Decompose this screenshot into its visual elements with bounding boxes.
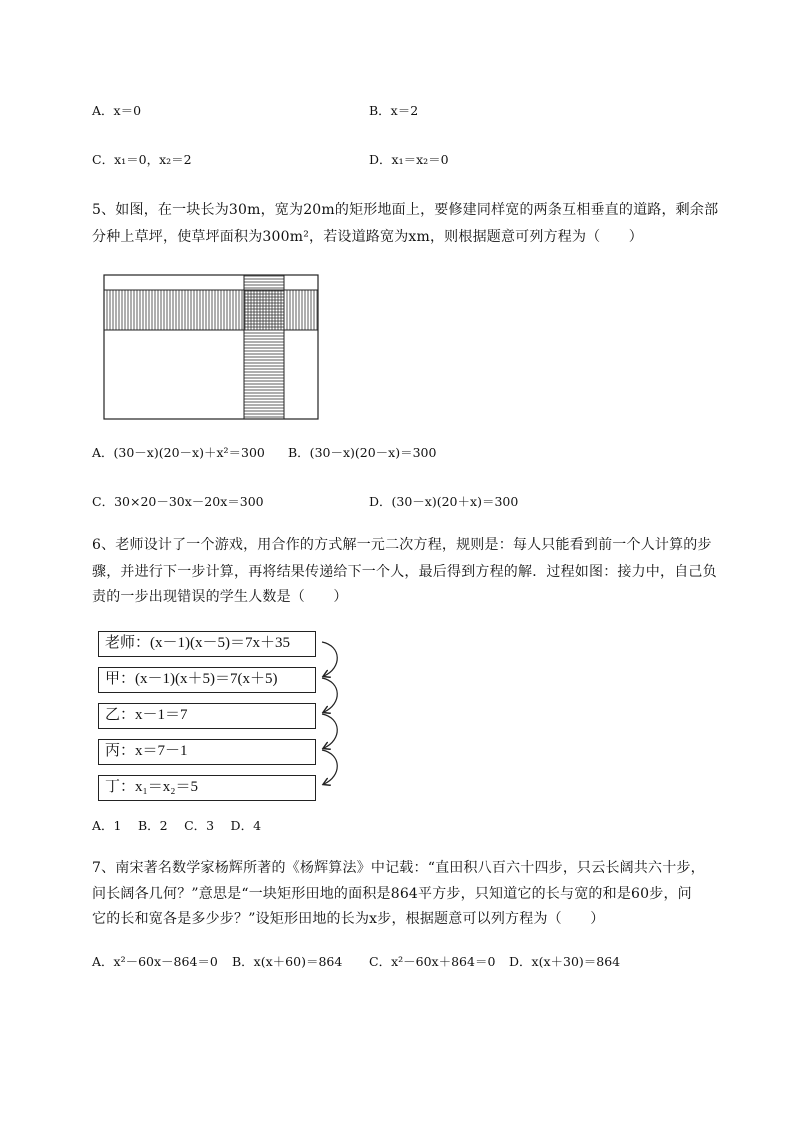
step-teacher: 老师：(x－1)(x－5)＝7x＋35 [98, 631, 316, 657]
vertical-road [244, 275, 284, 419]
step-yi: 乙：x－1＝7 [98, 703, 316, 729]
q6-stem-line-1: 6、老师设计了一个游戏，用合作的方式解一元二次方程，规则是：每人只能看到前一个人计算的步 [92, 537, 712, 553]
relay-arrows [318, 636, 358, 786]
q6-stem-line-3: 责的一步出现错误的学生人数是（ ） [92, 589, 348, 605]
q4-option-b: B．x＝2 [369, 103, 419, 118]
q4-option-a: A．x＝0 [92, 103, 142, 118]
q5-stem-line-1: 5、如图，在一块长为30m，宽为20m的矩形地面上，要修建同样宽的两条互相垂直的道路，剩余部 [92, 202, 719, 218]
q7-stem-line-3: 它的长和宽各是多少步？”设矩形田地的长为x步，根据题意可以列方程为（ ） [92, 911, 605, 927]
arrow-icon [322, 714, 337, 748]
q5-option-a: A．(30－x)(20－x)＋x²＝300 [92, 445, 265, 460]
q5-option-c: C．30×20－30x－20x＝300 [92, 494, 264, 509]
horizontal-road [104, 290, 318, 330]
q6-stem-line-2: 骤，并进行下一步计算，再将结果传递给下一个人，最后得到方程的解．过程如图：接力中，自己负 [92, 564, 717, 580]
q6-options: A．1 B．2 C．3 D．4 [92, 818, 262, 833]
q7-option-d: D．x(x＋30)＝864 [509, 954, 621, 969]
arrow-icon [322, 642, 337, 676]
arrow-icon [322, 678, 337, 712]
q5-stem-line-2: 分种上草坪，使草坪面积为300m²，若设道路宽为xm，则根据题意可列方程为（ ） [92, 229, 643, 245]
q4-option-c: C．x₁＝0，x₂＝2 [92, 152, 192, 167]
step-jia: 甲：(x－1)(x＋5)＝7(x＋5) [98, 667, 316, 693]
step-bing: 丙：x＝7－1 [98, 739, 316, 765]
q7-stem-line-2: 问长阔各几何？”意思是“一块矩形田地的面积是864平方步，只知道它的长与宽的和是60步，问 [92, 886, 692, 902]
q7-option-c: C．x²－60x＋864＝0 [369, 954, 496, 969]
q5-road-diagram [100, 272, 322, 422]
step-ding: 丁：x₁＝x₂＝5 [98, 775, 316, 801]
arrow-icon [322, 750, 337, 784]
q7-option-a: A．x²－60x－864＝0 [92, 954, 218, 969]
q7-stem-line-1: 7、南宋著名数学家杨辉所著的《杨辉算法》中记载：“直田积八百六十四步，只云长阔共六十步， [92, 860, 705, 876]
q5-option-b: B．(30－x)(20－x)＝300 [288, 445, 437, 460]
q7-option-b: B．x(x＋60)＝864 [232, 954, 343, 969]
q5-option-d: D．(30－x)(20＋x)＝300 [369, 494, 519, 509]
q4-option-d: D．x₁＝x₂＝0 [369, 152, 449, 167]
